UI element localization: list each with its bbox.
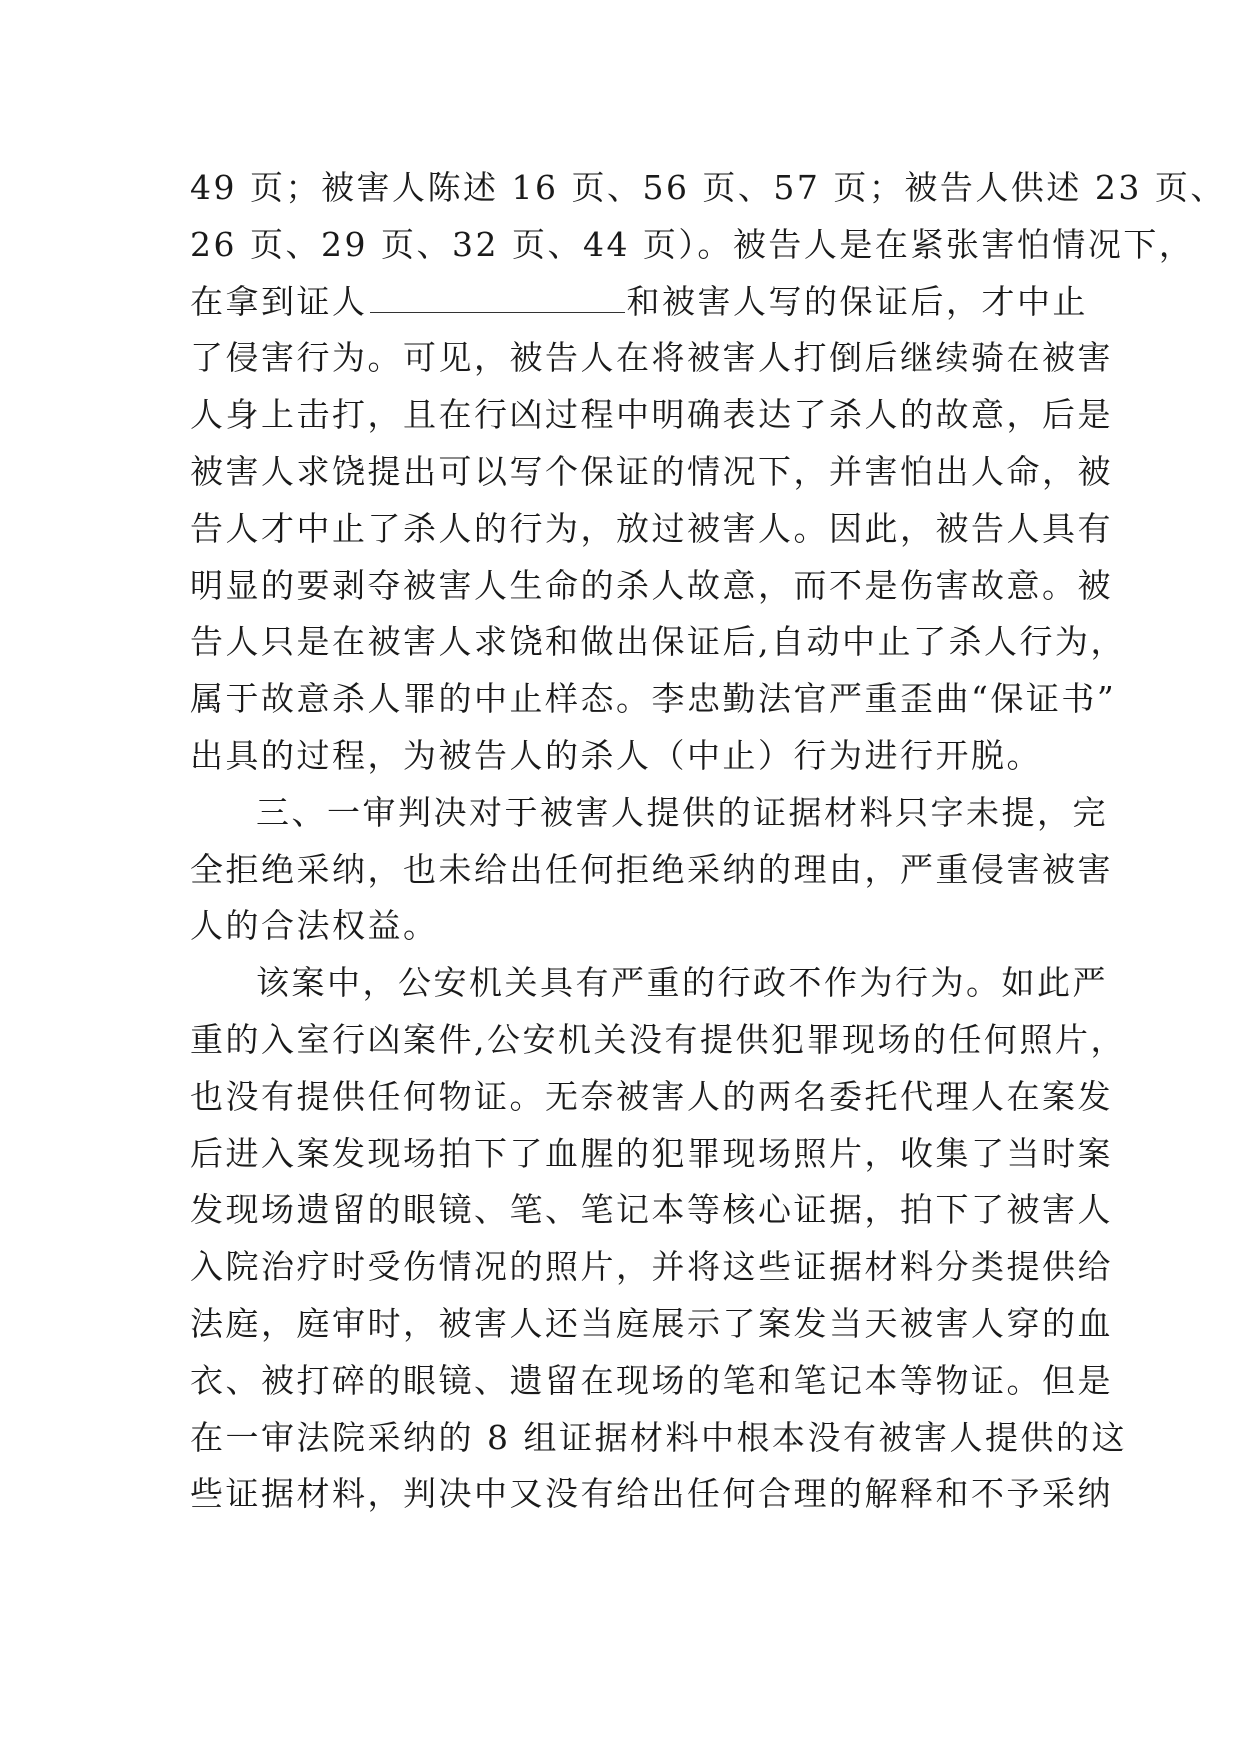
text-line: 了侵害行为。可见，被告人在将被害人打倒后继续骑在被害 [190,338,1113,378]
document-body [190,160,1226,1523]
paragraph-case-detail [190,955,1127,1523]
text-line: 告人只是在被害人求饶和做出保证后,自动中止了杀人行为， [190,622,1126,662]
text-line: 衣、被打碎的眼镜、遗留在现场的笔和笔记本等物证。但是 [190,1360,1113,1400]
text-line: 人的合法权益。 [190,906,439,946]
paragraph-section-three [190,785,1113,955]
text-segment: 在拿到证人 [190,281,368,321]
text-line: 26 页、29 页、32 页、44 页）。被告人是在紧张害怕情况下， [190,224,1195,264]
text-line: 入院治疗时受伤情况的照片，并将这些证据材料分类提供给 [190,1247,1113,1287]
text-line: 出具的过程，为被告人的杀人（中止）行为进行开脱。 [190,735,1042,775]
text-line [190,785,1108,842]
text-segment: 该案中，公安机关具有严重的行政不作为行为。如此严 [256,963,1108,1003]
text-line [190,274,1088,331]
text-segment: 和被害人写的保证后，才中止 [626,281,1088,321]
text-line: 发现场遗留的眼镜、笔、笔记本等核心证据，拍下了被害人 [190,1190,1113,1230]
text-line: 些证据材料，判决中又没有给出任何合理的解释和不予采纳 [190,1474,1113,1514]
text-line: 被害人求饶提出可以写个保证的情况下，并害怕出人命，被 [190,451,1113,491]
paragraph-evidence-analysis [190,160,1226,785]
text-line: 明显的要剥夺被害人生命的杀人故意，而不是伤害故意。被 [190,565,1113,605]
blank-underline [370,282,625,313]
text-line: 后进入案发现场拍下了血腥的犯罪现场照片，收集了当时案 [190,1133,1113,1173]
text-line: 也没有提供任何物证。无奈被害人的两名委托代理人在案发 [190,1076,1113,1116]
text-line: 法庭，庭审时，被害人还当庭展示了案发当天被害人穿的血 [190,1303,1113,1343]
text-segment: 三、一审判决对于被害人提供的证据材料只字未提，完 [256,792,1108,832]
text-line: 属于故意杀人罪的中止样态。李忠勤法官严重歪曲“保证书” [190,679,1117,719]
text-line: 人身上击打，且在行凶过程中明确表达了杀人的故意，后是 [190,395,1113,435]
text-line [190,955,1108,1012]
text-line: 重的入室行凶案件,公安机关没有提供犯罪现场的任何照片， [190,1019,1126,1059]
text-line: 告人才中止了杀人的行为，放过被害人。因此，被告人具有 [190,508,1113,548]
text-line: 全拒绝采纳，也未给出任何拒绝采纳的理由，严重侵害被害 [190,849,1113,889]
text-line: 49 页；被害人陈述 16 页、56 页、57 页；被告人供述 23 页、 [190,168,1226,207]
text-line: 在一审法院采纳的 8 组证据材料中根本没有被害人提供的这 [190,1417,1127,1457]
